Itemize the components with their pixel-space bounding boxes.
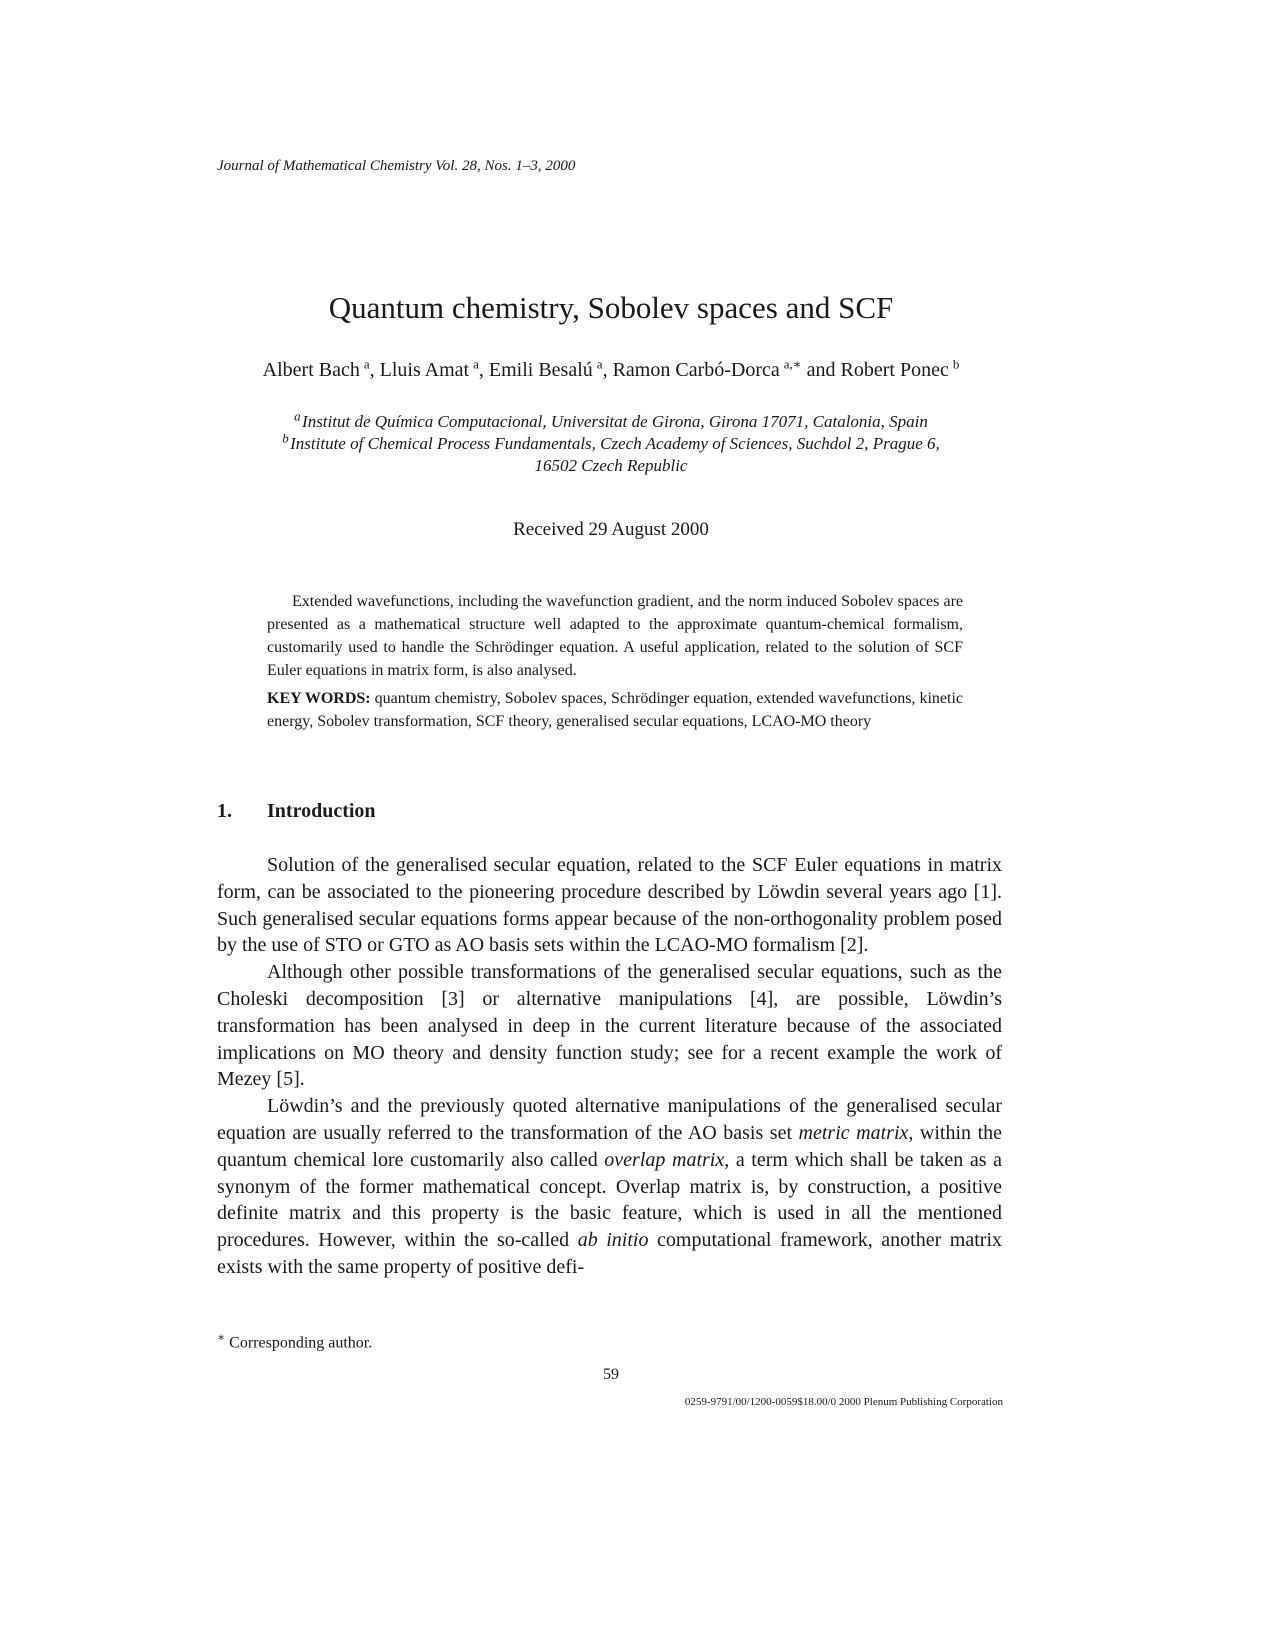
author-name: Ramon Carbó-Dorca	[612, 359, 780, 381]
running-head: Journal of Mathematical Chemistry Vol. 28, Nos. 1–3, 2000	[217, 158, 576, 174]
author-separator: and	[801, 359, 841, 381]
emphasis-text: overlap matrix	[604, 1148, 725, 1171]
body-paragraph	[217, 959, 1002, 1093]
emphasis-text: ab initio	[577, 1229, 649, 1252]
keywords	[267, 687, 963, 733]
author-list	[0, 356, 1222, 382]
abstract: Extended wavefunctions, including the wavefunction gradient, and the norm induced Sobolev spaces are presented as a mathematical structure well adapted to the approximate quantum-chemical formalism, customarily used to handle the Schrödinger equation. A useful application, related to the solution of SCF Euler equations in matrix form, is also analysed.	[267, 593, 963, 679]
author-affiliation-mark: a	[473, 356, 479, 372]
affiliation-text: Institute of Chemical Process Fundamentals, Czech Academy of Sciences, Suchdol 2, Prague 6,	[290, 434, 940, 453]
affiliation-mark: b	[282, 430, 289, 446]
paragraph-text: Solution of the generalised secular equation, related to the SCF Euler equations in matrix form, can be associated to the pioneering procedure described by Löwdin several years ago [1]. Such generalised secular equations forms appear because of the non-orthogonality problem posed by the use of STO or GTO as AO basis sets within the LCAO-MO formalism [2].	[217, 854, 1002, 957]
author-name: Lluis Amat	[379, 359, 470, 381]
author-name: Emili Besalú	[488, 359, 593, 381]
author-separator: ,	[369, 359, 380, 381]
page-number: 59	[603, 1366, 619, 1383]
paragraph-text: , within the quantum chemical lore customarily also called	[217, 1121, 1003, 1171]
paragraph-text: Although other possible transformations of the generalised secular equations, such as the Choleski decomposition [3] or alternative manipulations [4], are possible, Löwdin’s transformation has been analysed in deep in the current literature because of the associated implications on MO theory and density function study; see for a recent example the work of Mezey [5].	[217, 961, 1002, 1091]
footnote-text: Corresponding author.	[225, 1334, 373, 1352]
copyright-line: 0259-9791/00/1200-0059$18.00/0 2000 Plenum Publishing Corporation	[684, 1396, 1003, 1408]
author-affiliation-mark: a,∗	[783, 356, 802, 372]
affiliation-b	[0, 430, 1222, 455]
received-date: Received 29 August 2000	[513, 519, 709, 540]
paragraph-text: computational framework, another matrix exists with the same property of positive defi-	[217, 1229, 1002, 1278]
paper-title: Quantum chemistry, Sobolev spaces and SCF	[328, 290, 894, 325]
section-title: Introduction	[267, 800, 376, 822]
author-separator: ,	[602, 359, 613, 381]
paragraph-text: , a term which shall be taken as a synonym of the former mathematical concept. Overlap matrix is, by construction, a positive definite matrix and this property is the basic feature, which is used in all the mentioned procedures. However, within the so-called	[217, 1148, 1002, 1252]
affiliation-b-cont	[0, 455, 1222, 477]
body-paragraph	[217, 852, 1002, 959]
emphasis-text: metric matrix	[798, 1121, 909, 1144]
author-separator: ,	[478, 359, 489, 381]
author-affiliation-mark: a	[596, 356, 603, 372]
author-affiliation-mark: a	[363, 356, 370, 372]
footnote-mark: ∗	[217, 1330, 226, 1344]
footnote	[217, 1330, 372, 1352]
keywords-text: quantum chemistry, Sobolev spaces, Schrödinger equation, extended wavefunctions, kinetic energy, Sobolev transformation, SCF theory, generalised secular equations, LCAO-MO theory	[267, 690, 964, 730]
introduction-body	[217, 852, 1002, 1281]
affiliation-text: 16502 Czech Republic	[534, 456, 688, 475]
author-affiliation-mark: b	[952, 356, 960, 372]
author-name: Albert Bach	[262, 359, 360, 381]
body-paragraph	[217, 1093, 1002, 1281]
keywords-label: KEY WORDS:	[267, 690, 371, 707]
section-heading	[217, 800, 376, 823]
section-number: 1.	[217, 800, 232, 822]
author-name: Robert Ponec	[840, 359, 949, 381]
affiliation-text: Institut de Química Computacional, Universitat de Girona, Girona 17071, Catalonia, Spain	[302, 412, 928, 431]
paragraph-text: Löwdin’s and the previously quoted alternative manipulations of the generalised secular equation are usually referred to the transformation of the AO basis set	[217, 1095, 1002, 1144]
affiliation-mark: a	[294, 408, 301, 424]
affiliation-a	[0, 408, 1222, 433]
